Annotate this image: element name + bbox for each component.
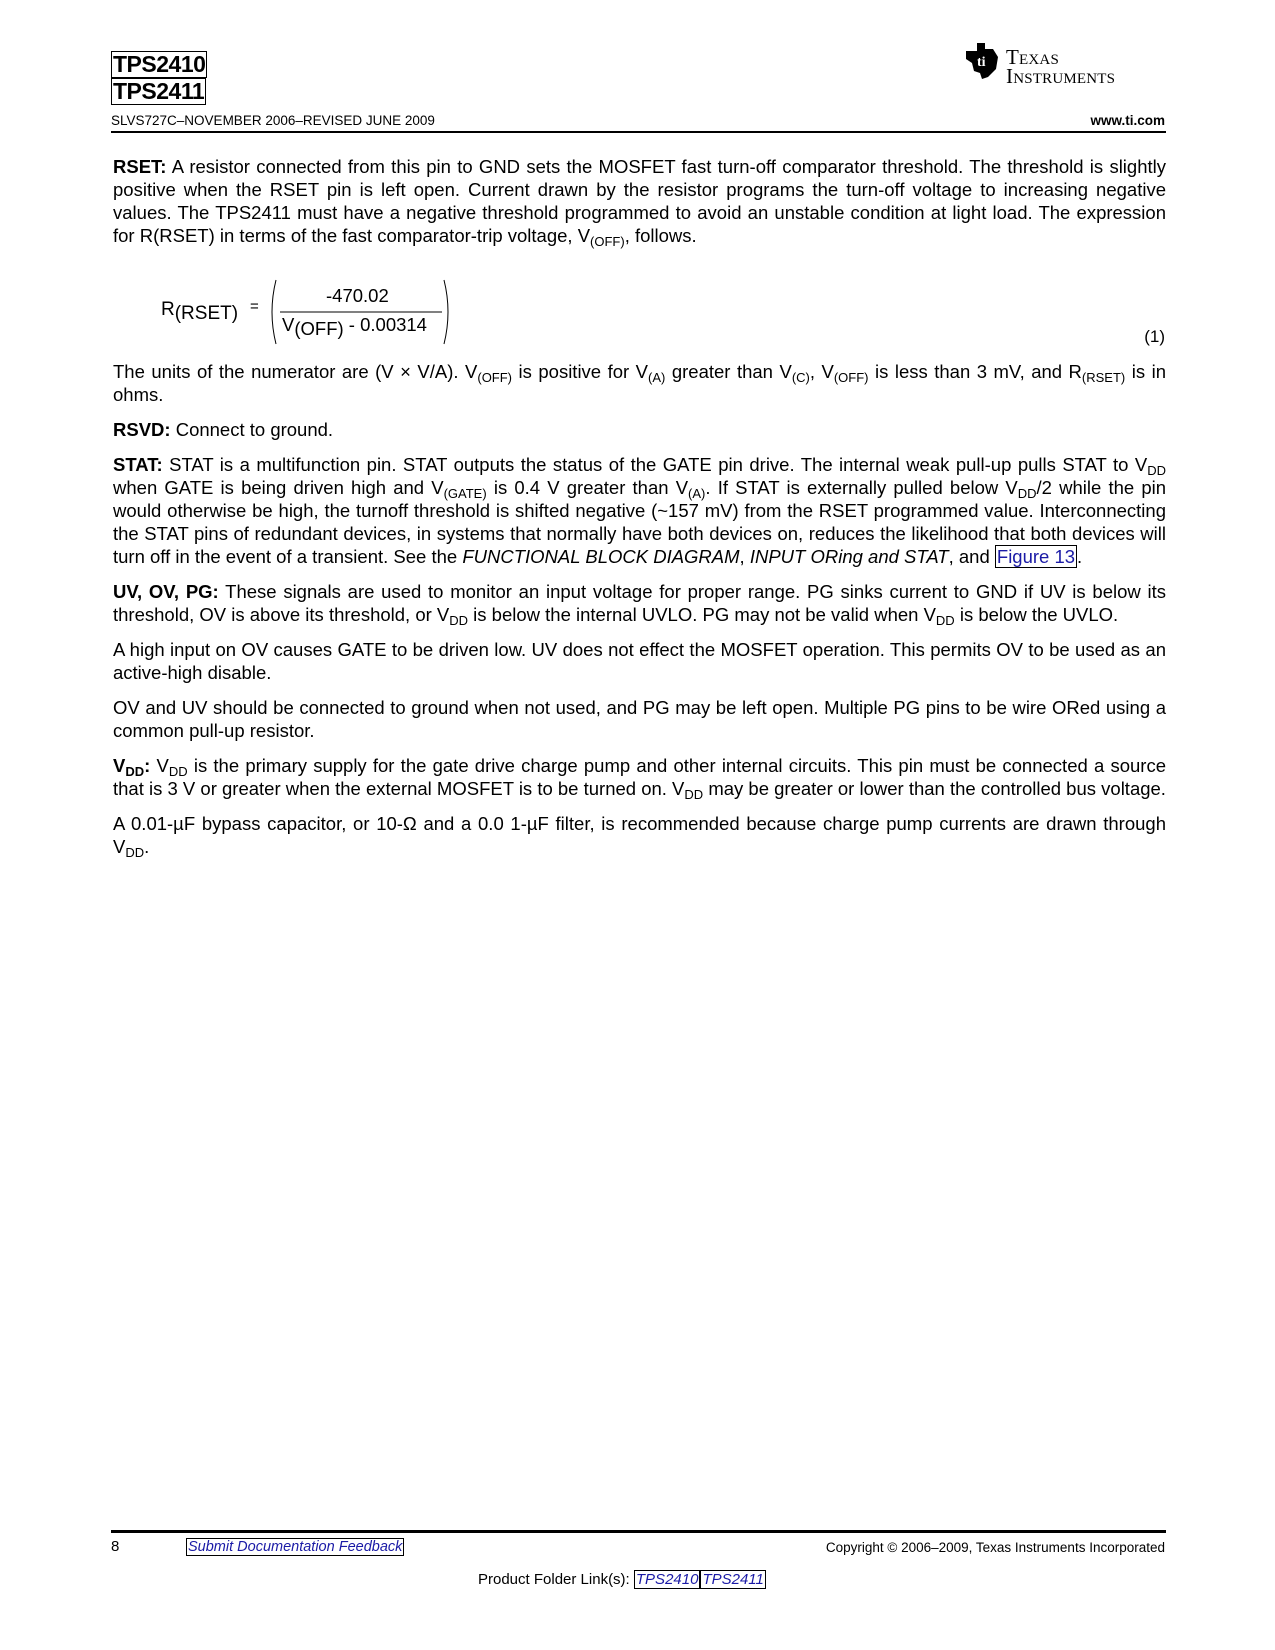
uv-ov-pg-paragraph: UV, OV, PG: These signals are used to monitor an input voltage for proper range. PG sinks current to GND if UV is below its threshold, OV is above its threshold, or $V_{DD}$ is below the internal UVLO. PG may not be valid when $V_{DD}$ is below the UVLO.: [113, 581, 1166, 628]
figure-13-link[interactable]: Figure 13: [996, 546, 1076, 567]
equation-lhs: R(RSET): [161, 299, 239, 324]
svg-text:ti: ti: [977, 55, 986, 70]
stat-paragraph: STAT: STAT is a multifunction pin. STAT outputs the status of the GATE pin drive. The internal weak pull-up pulls STAT to $V_{DD}$ when GATE is being driven high and $V_{(GATE)}$ is 0.4 V greater than $V_{(A)}$. If STAT is externally pulled below $V_{DD}/2$ while the pin would otherwise be high, the turnoff threshold is shifted negative (~157 mV) from the RSET programmed value. Interconnecting the STAT pins of redundant devices, in systems that normally have both devices on, reduces the likelihood that both devices will turn off in the event of a transient. See the FUNCTIONAL BLOCK DIAGRAM, INPUT ORing and STAT, and Figure 13 .: [113, 454, 1167, 567]
ov-uv-unused-paragraph: OV and UV should be connected to ground when not used, and PG may be left open. Multiple PG pins to be wire ORed using a common pull-up resistor.: [113, 697, 1166, 741]
equation-numerator: -470.02: [326, 285, 389, 306]
tps2410-link[interactable]: TPS2410: [635, 1571, 699, 1588]
page-number: 8: [111, 1538, 120, 1555]
term-uv-ov-pg: UV, OV, PG:: [113, 581, 219, 602]
website-link[interactable]: www.ti.com: [1090, 113, 1165, 128]
equation-equals: =: [250, 298, 259, 315]
part-number-1: TPS2410: [113, 51, 206, 77]
logo-text-texas: Texas: [1006, 45, 1059, 69]
ti-logo-icon: [962, 41, 1002, 81]
bypass-paragraph: A 0.01-µF bypass capacitor, or 10-Ω and a 0.0 1-µF filter, is recommended because charge pump currents are drawn through $V_{DD}$.: [113, 813, 1166, 860]
term-rsvd: RSVD:: [113, 419, 171, 440]
copyright-text: Copyright © 2006–2009, Texas Instruments Incorporated: [825, 1540, 1165, 1555]
part-number-2: TPS2411: [113, 78, 205, 104]
ov-high-paragraph: A high input on OV causes GATE to be driven low. UV does not effect the MOSFET operation. This permits OV to be used as an active-high disable.: [113, 639, 1166, 683]
footer-rule: [111, 1530, 1166, 1533]
header-rule: [111, 131, 1166, 133]
term-rset: RSET:: [113, 156, 167, 177]
logo-text-instruments: Instruments: [1006, 64, 1116, 88]
submit-feedback-link[interactable]: Submit Documentation Feedback: [188, 1539, 403, 1555]
rset-section: [113, 155, 1166, 259]
units-paragraph: The units of the numerator are (V × V/A). $V_{(OFF)}$ is positive for $V_{(A)}$ greater than $V_{(C)}$, $V_{(OFF)}$ is less than 3 mV, and $R_{(RSET)}$ is in ohms.: [113, 361, 1167, 405]
pin-descriptions: [113, 360, 1166, 870]
rset-paragraph: RSET: A resistor connected from this pin to GND sets the MOSFET fast turn-off comparator threshold. The threshold is slightly positive when the RSET pin is left open. Current drawn by the resistor programs the turn-off voltage to increasing negative values. The TPS2411 must have a negative threshold programmed to avoid an unstable condition at light load. The expression for R(RSET) in terms of the fast comparator-trip voltage, $V_{(OFF)}$, follows.: [113, 156, 1166, 249]
term-vdd: $V_{DD}$:: [113, 755, 151, 779]
doc-revision: SLVS727C–NOVEMBER 2006–REVISED JUNE 2009: [111, 113, 435, 128]
tps2411-link[interactable]: TPS2411: [702, 1571, 764, 1588]
term-stat: STAT:: [113, 454, 163, 475]
equation-denominator: V(OFF) - 0.00314: [282, 314, 427, 339]
rsvd-paragraph: RSVD: Connect to ground.: [113, 419, 334, 440]
equation-number: (1): [1144, 327, 1165, 346]
vdd-paragraph: $V_{DD}$: $V_{DD}$ is the primary supply for the gate drive charge pump and other internal circuits. This pin must be connected a source that is 3 V or greater when the external MOSFET is to be turned on. $V_{DD}$ may be greater or lower than the controlled bus voltage.: [113, 755, 1166, 802]
product-folder-links: Product Folder Link(s): TPS2410 TPS2411: [478, 1571, 764, 1588]
